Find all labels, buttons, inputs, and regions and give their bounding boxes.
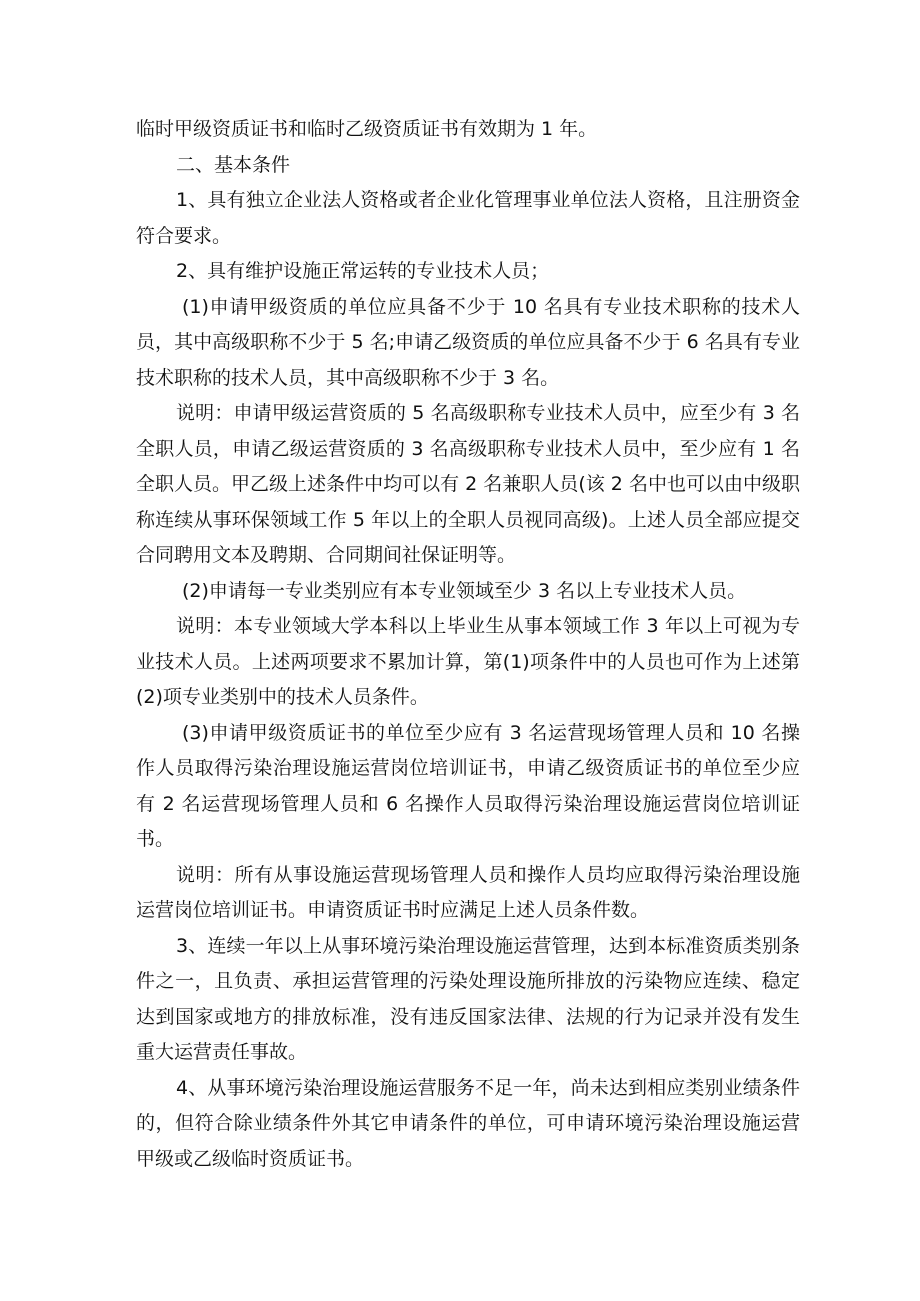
paragraph-condition-4: 4、从事环境污染治理设施运营服务不足一年，尚未达到相应类别业绩条件的，但符合除业绩条件外其它申请条件的单位，可申请环境污染治理设施运营甲级或乙级临时资质证书。 xyxy=(136,1076,800,1170)
paragraph-condition-2-item-1: (1)申请甲级资质的单位应具备不少于 10 名具有专业技术职称的技术人员，其中高级职称不少于 5 名;申请乙级资质的单位应具备不少于 6 名具有专业技术职称的技术人员，其中高级职称不少于 3 名。 xyxy=(136,295,800,389)
paragraph-condition-3: 3、连续一年以上从事环境污染治理设施运营管理，达到本标准资质类别条件之一，且负责、承担运营管理的污染处理设施所排放的污染物应连续、稳定达到国家或地方的排放标准，没有违反国家法律、法规的行为记录并没有发生重大运营责任事故。 xyxy=(136,934,800,1063)
paragraph-condition-2-item-3: (3)申请甲级资质证书的单位至少应有 3 名运营现场管理人员和 10 名操作人员取得污染治理设施运营岗位培训证书，申请乙级资质证书的单位至少应有 2 名运营现场管理人员和 6 名操作人员取得污染治理设施运营岗位培训证书。 xyxy=(136,721,800,850)
paragraph-note-1: 说明：申请甲级运营资质的 5 名高级职称专业技术人员中，应至少有 3 名全职人员，申请乙级运营资质的 3 名高级职称专业技术人员中，至少应有 1 名全职人员。甲乙级上述条件中均可以有 2 名兼职人员(该 2 名中也可以由中级职称连续从事环保领域工作 5 年以上的全职人员视同高级)。上述人员全部应提交合同聘用文本及聘期、合同期间社保证明等。 xyxy=(136,402,800,566)
paragraph-condition-2-item-2: (2)申请每一专业类别应有本专业领域至少 3 名以上专业技术人员。 xyxy=(182,579,747,602)
paragraph-condition-2: 2、具有维护设施正常运转的专业技术人员； xyxy=(176,260,550,282)
paragraph-validity-period: 临时甲级资质证书和临时乙级资质证书有效期为 1 年。 xyxy=(136,118,598,140)
paragraph-note-2: 说明：本专业领域大学本科以上毕业生从事本领域工作 3 年以上可视为专业技术人员。上述两项要求不累加计算，第(1)项条件中的人员也可作为上述第 (2)项专业类别中的技术人员条件。 xyxy=(136,615,800,708)
section-heading-basic-conditions: 二、基本条件 xyxy=(176,153,291,176)
paragraph-condition-1: 1、具有独立企业法人资格或者企业化管理事业单位法人资格，且注册资金符合要求。 xyxy=(136,189,800,247)
paragraph-note-3: 说明：所有从事设施运营现场管理人员和操作人员均应取得污染治理设施运营岗位培训证书。申请资质证书时应满足上述人员条件数。 xyxy=(136,863,800,921)
document-body xyxy=(136,112,800,1177)
